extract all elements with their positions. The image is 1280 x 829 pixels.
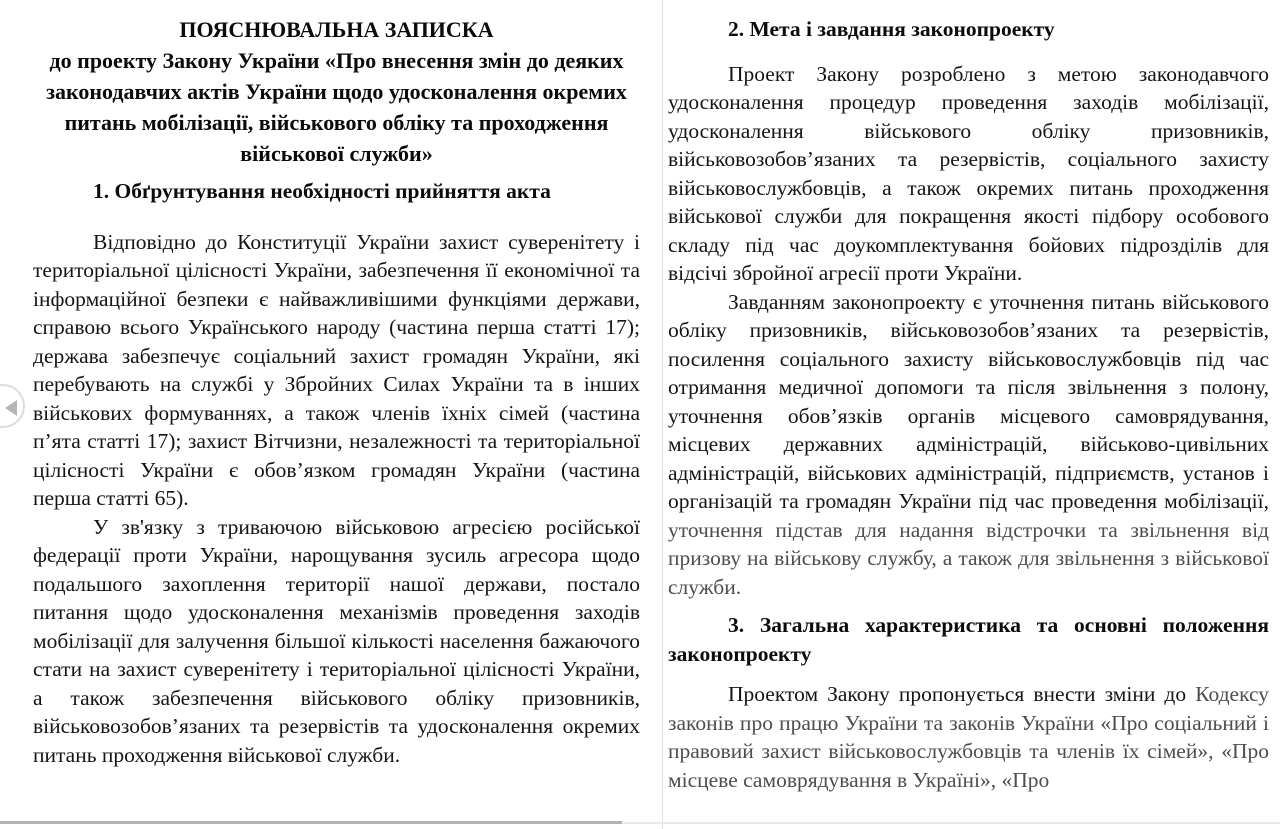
document-title-subtitle: до проекту Закону України «Про внесення змін до деяких законодавчих актів України щодо удосконалення окремих питань мобілізації, військового обліку та проходження військової служби» [46,48,627,166]
document-title-line1: ПОЯСНЮВАЛЬНА ЗАПИСКА [179,17,494,42]
document-title [33,14,640,169]
right-page-paragraph-1: Проект Закону розроблено з метою законодавчого удосконалення процедур проведення заходів мобілізації, удосконалення військового обліку призовників, військовозобов’язаних та резервістів, соціального захисту військовослужбовців, а також окремих питань проходження військової служби для покращення якості підбору особового складу під час доукомплектування бойових підрозділів для відсічі збройної агресії проти України. [668,61,1269,285]
document-right-page [668,15,1269,794]
document-left-page [33,14,640,769]
section-1-heading: 1. Обґрунтування необхідності прийняття акта [93,179,551,203]
left-page-bottom-edge [0,821,622,824]
right-page-bottom-edge [622,822,1280,824]
right-page-paragraph-2-amendment: уточнення підстав для надання відстрочки та звільнення від призову на військову службу, а також для звільнення з військової служби. [668,517,1269,599]
right-page-paragraph-3-laws-list: Кодексу законів про працю України та законів України «Про соціальний і правовий захист військовослужбовців та членів їх сімей», «Про місцеве самоврядування в Україні», «Про [668,682,1269,792]
right-page-paragraph-2 [668,288,1269,602]
section-2-heading: 2. Мета і завдання законопроекту [728,17,1055,41]
right-page-paragraph-2-main: Завданням законопроекту є уточнення питань військового обліку призовників, військовозобов’язаних та резервістів, посилення соціального захисту військовослужбовців під час отримання медичної допомоги та після звільнення з полону, уточнення обов’язків органів місцевого самоврядування, місцевих державних адміністрацій, військово-цивільних адміністрацій, військових адміністрацій, підприємств, установ і організацій та громадян України під час проведення мобілізації, [668,289,1269,513]
section-3-heading: 3. Загальна характеристика та основні положення законопроекту [668,613,1269,666]
left-page-paragraph-2: У зв'язку з триваючою військовою агресією російської федерації проти України, нарощування зусиль агресора щодо подальшого захоплення території нашої держави, постало питання щодо удосконалення механізмів проведення заходів мобілізації для залучення більшої кількості населення бажаючого стати на захист суверенітету і територіальної цілісності України, а також забезпечення військового обліку призовників, військовозобов’язаних та резервістів та удосконалення окремих питань проходження військової служби. [33,514,640,767]
page-divider [662,0,663,829]
prev-page-button[interactable] [0,384,25,428]
left-page-paragraph-1: Відповідно до Конституції України захист суверенітету і територіальної цілісності України, забезпечення її економічної та інформаційної безпеки є найважливішими функціями держави, справою всього Українського народу (частина перша статті 17); держава забезпечує соціальний захист громадян України, які перебувають на службі у Збройних Силах України та в інших військових формуваннях, а також членів їхніх сімей (частина п’ята статті 17); захист Вітчизни, незалежності та територіальної цілісності України є обов’язком громадян України (частина перша статті 65). [33,229,640,510]
right-page-paragraph-3-main: Проектом Закону пропонується внести зміни до [728,682,1196,706]
right-page-paragraph-3 [668,680,1269,794]
chevron-left-icon [5,400,17,416]
